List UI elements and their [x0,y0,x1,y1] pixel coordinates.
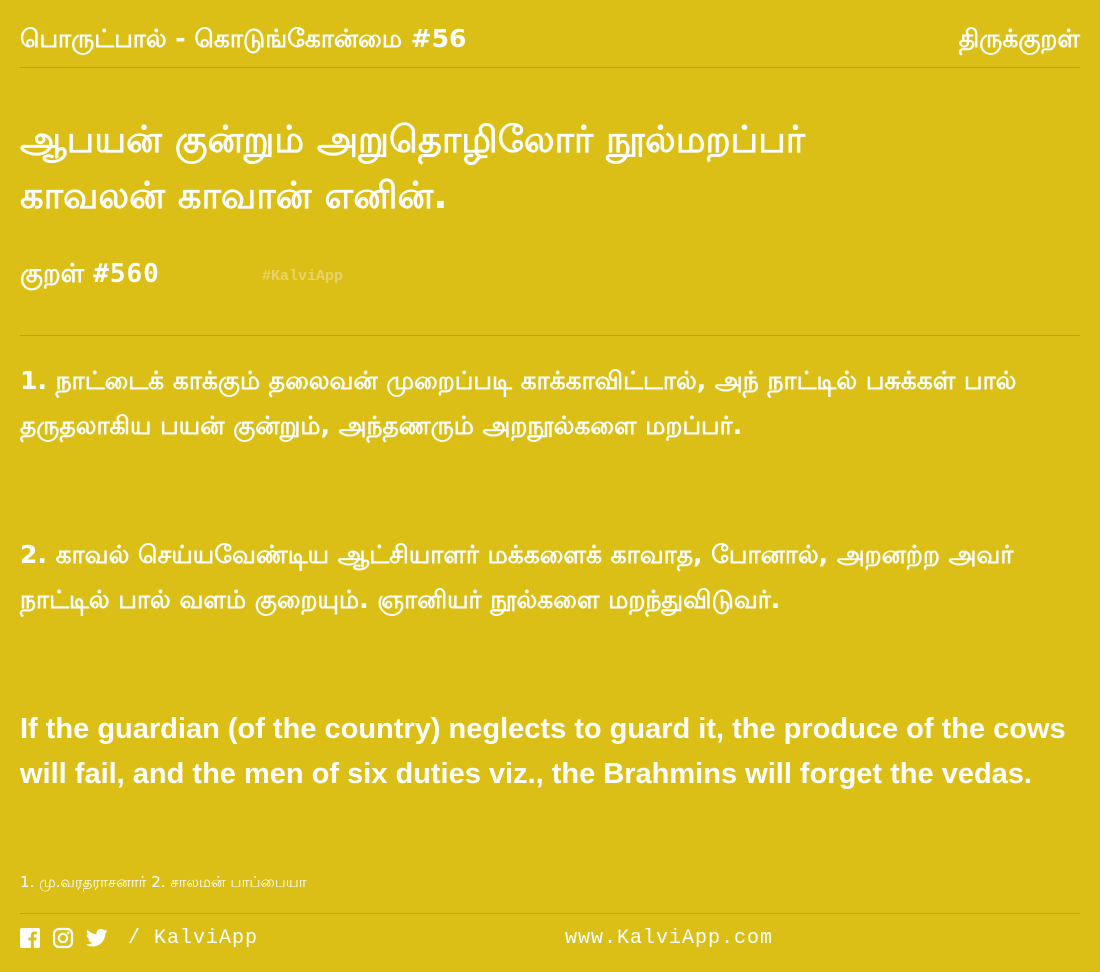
meaning-2: 2. காவல் செய்யவேண்டிய ஆட்சியாளர் மக்களைக் காவாத, போனால், அறனற்ற அவர் நாட்டில் பால் வளம் குறையும். ஞானியர் நூல்களை மறந்துவிடுவர். [20,540,1014,614]
kural-number [20,256,160,292]
credits: 1. மு.வரதராசனார் 2. சாலமன் பாப்பையா [20,873,307,891]
divider [20,335,1080,336]
kural-label: குறள் [20,259,85,289]
kural-number-value: #560 [93,259,160,289]
kural-text [20,112,1060,224]
website-link[interactable]: www.KalviApp.com [565,926,774,950]
footer-divider [20,913,1080,914]
instagram-icon[interactable] [52,927,74,949]
social-handle[interactable]: / KalviApp [128,926,259,950]
kural-line-2: காவலன் காவான் எனின். [20,174,448,217]
english-translation: If the guardian (of the country) neglects to guard it, the produce of the cows will fail, and the men of six duties viz., the Brahmins will forget the vedas. [20,713,1066,790]
header-bar [20,18,1080,68]
twitter-icon[interactable] [86,928,108,948]
kural-line-1: ஆபயன் குன்றும் அறுதொழிலோர் நூல்மறப்பர் [20,118,806,161]
brand-title[interactable]: திருக்குறள் [958,24,1080,53]
facebook-icon[interactable] [20,928,40,948]
social-links [20,927,258,950]
section-title: பொருட்பால் - கொடுங்கோன்மை #56 [20,24,467,53]
footer [20,922,1080,954]
hashtag-watermark: #KalviApp [262,268,344,285]
meaning-1: 1. நாட்டைக் காக்கும் தலைவன் முறைப்படி காக்காவிட்டால், அந் நாட்டில் பசுக்கள் பால் தருதலாகிய பயன் குன்றும், அந்தணரும் அறநூல்களை மறப்பர். [20,366,1017,440]
